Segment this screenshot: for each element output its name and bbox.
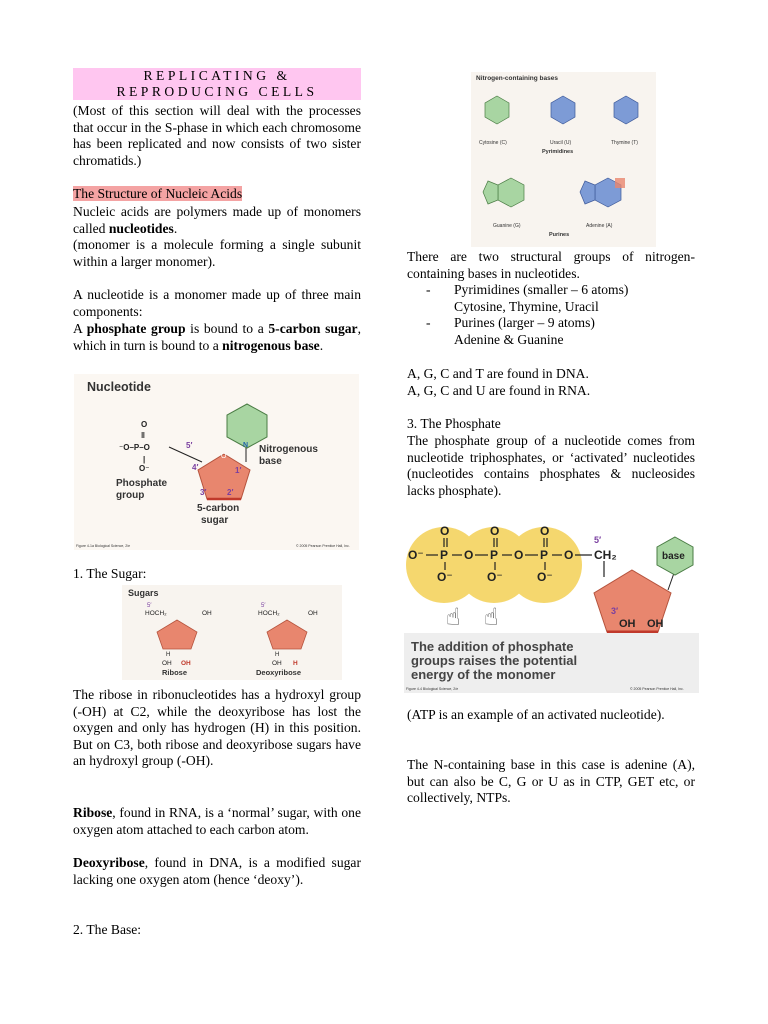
base-label: base (662, 551, 685, 562)
term-ribose: Ribose (73, 805, 113, 820)
list-item (407, 282, 695, 315)
title-line-1: REPLICATING & (143, 68, 291, 83)
t: Cytosine, Thymine, Uracil (454, 298, 599, 314)
o-bottom-2: O⁻ (487, 570, 503, 584)
o-top-3: O (540, 524, 550, 538)
cytosine-label: Cytosine (C) (479, 140, 507, 146)
t: Adenine & Guanine (454, 331, 564, 347)
term-sugar: 5-carbon sugar (268, 321, 358, 336)
p-3: P (540, 548, 549, 562)
fig-heading: Nucleotide (87, 380, 151, 394)
o-bridge-1: O (464, 548, 474, 562)
dash: - (426, 315, 431, 331)
base-group-list (407, 282, 695, 348)
label-5-carbon: 5-carbon (197, 503, 240, 514)
section-sugar: 1. The Sugar: (73, 566, 147, 581)
sugars-heading: Sugars (128, 588, 159, 598)
term-phosphate: phosphate group (86, 321, 186, 336)
bases-heading: Nitrogen-containing bases (476, 75, 558, 82)
ribose-oh2: OH (181, 660, 191, 667)
t: Purines (larger – 9 atoms) (454, 315, 595, 331)
deoxy-oh3: OH (272, 660, 282, 667)
uracil-ring (551, 96, 575, 124)
oh-1: OH (619, 618, 636, 630)
thymine-ring (614, 96, 638, 124)
c3-label: 3′ (200, 488, 207, 497)
cytosine-ring (485, 96, 509, 124)
label-base: base (259, 456, 282, 467)
uracil-label: Uracil (U) (550, 140, 572, 146)
hand-icon-2: ☝ (484, 604, 499, 631)
o-bridge-3: O (564, 548, 574, 562)
t: A (73, 321, 87, 336)
o-top-1: O (440, 524, 450, 538)
ribose-oh3: OH (162, 660, 172, 667)
figure-nucleotide (74, 374, 359, 550)
deoxy-hoch2: HOCH₂ (258, 610, 280, 617)
section-phosphate: 3. The Phosphate (407, 416, 501, 431)
c5-label: 5′ (186, 441, 193, 450)
t: is bound to a (185, 321, 269, 336)
paragraph-rna: A, G, C and U are found in RNA. (407, 383, 591, 398)
o-bottom-3: O⁻ (537, 570, 553, 584)
paragraph-groups: There are two structural groups of nitrogen-containing bases in nucleotides. (407, 249, 695, 281)
ribose-hoch2: HOCH₂ (145, 610, 167, 617)
paragraph-triphosphate: The phosphate group of a nucleotide comes from nucleotide triphosphates, or ‘activated’ nucleotides (nucleotides contains phosphates & nucleosides lacks phosphate). (407, 433, 695, 498)
t: . (173, 220, 178, 236)
o-left: O⁻ (408, 548, 424, 562)
thymine-label: Thymine (T) (611, 140, 638, 146)
section-heading (73, 186, 242, 203)
t: Nucleic acids are polymers made up of monomers called (73, 204, 361, 236)
phos-left: ⁻O–P–O (119, 443, 150, 452)
paragraph-phosphate (73, 321, 361, 354)
c5-label: 5′ (594, 535, 602, 545)
page-title (73, 68, 361, 100)
n-label: N (243, 442, 249, 449)
figure-sugars (122, 585, 342, 680)
purines-label: Purines (549, 232, 570, 238)
paragraph-nucleic (73, 204, 361, 237)
paragraph-atp: (ATP is an example of an activated nucleotide). (407, 707, 665, 722)
nucleotide-diagram (74, 374, 359, 550)
caption-left: Figure 4-1a Biological Science, 2/e (76, 544, 131, 548)
term-deoxyribose: Deoxyribose (73, 855, 145, 870)
deoxy-h2: H (293, 660, 298, 667)
deoxy-label: Deoxyribose (256, 668, 302, 677)
caption-line-2: groups raises the potential (411, 653, 578, 668)
intro-paragraph: (Most of this section will deal with the processes that occur in the S-phase in which each chromosome has been replicated and now consists of two sister chromatids.) (73, 103, 361, 168)
paragraph-dna: A, G, C and T are found in DNA. (407, 366, 589, 381)
paragraph-monomer: (monomer is a molecule forming a single subunit within a larger monomer). (73, 237, 361, 269)
ribose-oh-top: OH (202, 610, 212, 617)
figure-triphosphate (404, 515, 699, 693)
c4-label: 4′ (192, 463, 199, 472)
caption-line-1: The addition of phosphate (411, 639, 574, 654)
label-sugar: sugar (201, 515, 229, 526)
hand-icon-1: ☝ (446, 604, 461, 631)
label-group: group (116, 490, 145, 501)
guanine-ring6 (498, 178, 524, 207)
bases-diagram (471, 72, 656, 247)
paragraph-components: A nucleotide is a monomer made up of three main components: (73, 287, 361, 319)
ribose-h: H (166, 652, 171, 658)
dash: - (426, 282, 431, 297)
section-base: 2. The Base: (73, 922, 142, 937)
ribose-label: Ribose (162, 668, 188, 677)
caption-line-3: energy of the monomer (411, 667, 556, 682)
term-nucleotides: nucleotides (108, 220, 174, 236)
label-phosphate: Phosphate (116, 478, 168, 489)
guanine-label: Guanine (G) (493, 223, 521, 229)
guanine-ring5 (483, 181, 498, 204)
phos-dbl: ‖ (141, 431, 145, 440)
phos-bar: | (143, 455, 146, 464)
c2-label: 2′ (227, 488, 234, 497)
term-base: nitrogenous base (222, 337, 320, 353)
title-line-2: REPRODUCING CELLS (116, 84, 318, 99)
c1-label: 1′ (235, 466, 242, 475)
caption-left: Figure 4-4 Biological Science, 2/e (406, 687, 459, 691)
ribose-c5: 5′ (147, 603, 152, 609)
adenine-ring5 (580, 181, 595, 204)
t: , found in RNA, is a ‘normal’ sugar, with one oxygen atom attached to each carbon atom. (73, 805, 361, 837)
caption-right: © 2005 Pearson Prentice Hall, Inc. (630, 687, 684, 691)
deoxy-c5: 5′ (261, 603, 266, 609)
adenine-highlight (615, 178, 625, 188)
t: Pyrimidines (smaller – 6 atoms) (454, 282, 629, 297)
t: , found in DNA, is a modified sugar lacking one oxygen atom (hence ‘deoxy’). (73, 855, 361, 887)
ch2-label: CH₂ (594, 548, 617, 562)
deoxy-h: H (275, 652, 280, 658)
paragraph-ribose: The ribose in ribonucleotides has a hydroxyl group (-OH) at C2, while the deoxyribose has lost the oxygen and only has hydrogen (H) in this position. But on C3, both ribose and deoxyribose sugars have an hydroxyl group (-OH). (73, 687, 361, 769)
o-top-2: O (490, 524, 500, 538)
deoxy-ring (267, 620, 307, 649)
paragraph-ntp: The N-containing base in this case is adenine (A), but can also be C, G or U as in CTP, GET etc, or collectively, NTPs. (407, 757, 695, 806)
o-bridge-2: O (514, 548, 524, 562)
t: . (319, 337, 324, 353)
p-1: P (440, 548, 449, 562)
adenine-label: Adenine (A) (586, 223, 613, 229)
label-nitrogenous: Nitrogenous (259, 444, 318, 455)
list-item (407, 315, 695, 348)
oh-2: OH (647, 618, 664, 630)
caption-right: © 2005 Pearson Prentice Hall, Inc. (296, 544, 350, 548)
phos-o-top-label: O (141, 420, 148, 429)
deoxy-oh-top: OH (308, 610, 318, 617)
paragraph-deoxyribose (73, 855, 361, 888)
c3-label: 3′ (611, 606, 619, 616)
ring-o: O (221, 453, 227, 460)
triphosphate-diagram (404, 515, 699, 693)
heading-text: The Structure of Nucleic Acids (73, 186, 243, 201)
figure-bases (471, 72, 656, 247)
phos-o-bottom: O⁻ (139, 464, 150, 473)
sugars-diagram (122, 585, 342, 680)
ribose-ring (157, 620, 197, 649)
pyrimidines-label: Pyrimidines (542, 149, 574, 155)
paragraph-ribose-rna (73, 805, 361, 838)
p-2: P (490, 548, 499, 562)
o-bottom-1: O⁻ (437, 570, 453, 584)
t: , which in turn is bound to a (73, 321, 361, 353)
